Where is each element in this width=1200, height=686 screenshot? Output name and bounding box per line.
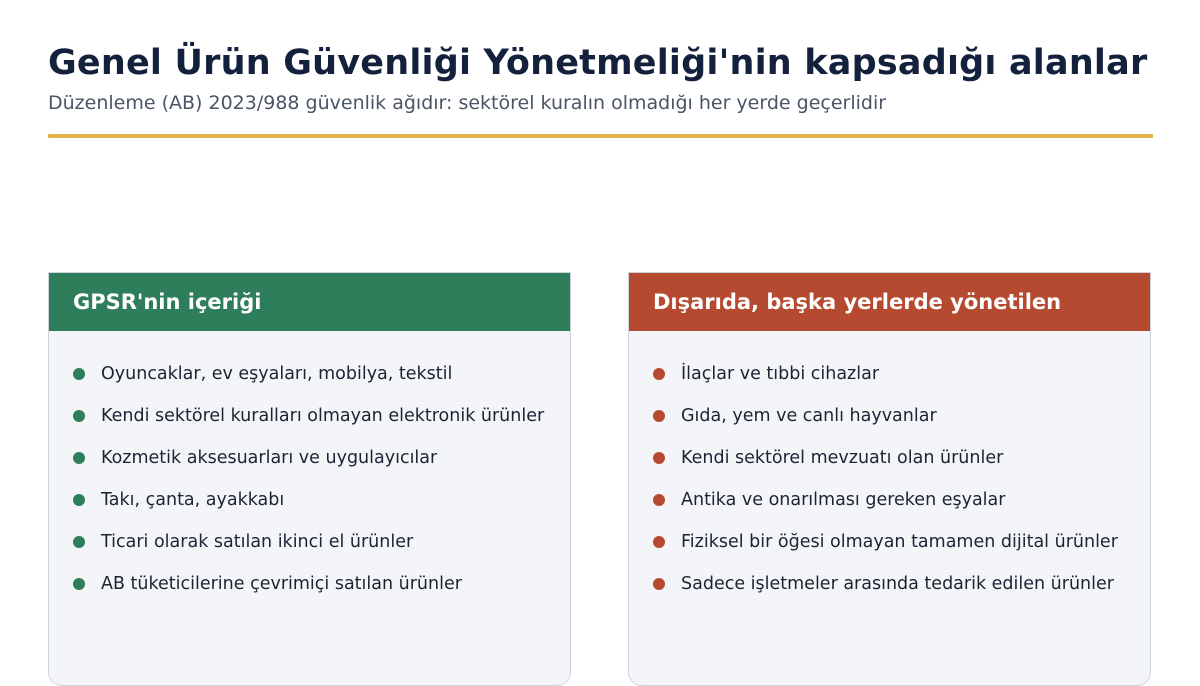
list-item: [653, 403, 1126, 429]
list-item-text: AB tüketicilerine çevrimiçi satılan ürünler: [101, 574, 462, 594]
bullet-dot-icon: [73, 368, 85, 380]
scope-columns: [48, 272, 1151, 686]
list-item: [73, 571, 546, 597]
page-subtitle: Düzenleme (AB) 2023/988 güvenlik ağıdır: sektörel kuralın olmadığı her yerde geçerlidir: [48, 92, 887, 114]
bullet-dot-icon: [653, 536, 665, 548]
bullet-dot-icon: [653, 452, 665, 464]
bullet-dot-icon: [73, 536, 85, 548]
out-of-scope-heading: Dışarıda, başka yerlerde yönetilen: [629, 273, 1150, 331]
bullet-dot-icon: [73, 494, 85, 506]
in-scope-list: [49, 331, 570, 597]
in-scope-heading: GPSR'nin içeriği: [49, 273, 570, 331]
list-item-text: Takı, çanta, ayakkabı: [101, 490, 285, 510]
list-item: [73, 403, 546, 429]
accent-divider: [48, 134, 1153, 138]
bullet-dot-icon: [653, 494, 665, 506]
out-of-scope-list: [629, 331, 1150, 597]
list-item-text: Kendi sektörel mevzuatı olan ürünler: [681, 448, 1004, 468]
list-item-text: Ticari olarak satılan ikinci el ürünler: [101, 532, 414, 552]
list-item: [653, 361, 1126, 387]
list-item-text: Kendi sektörel kuralları olmayan elektronik ürünler: [101, 406, 545, 426]
list-item-text: İlaçlar ve tıbbi cihazlar: [681, 364, 880, 384]
list-item-text: Oyuncaklar, ev eşyaları, mobilya, tekstil: [101, 364, 453, 384]
bullet-dot-icon: [73, 578, 85, 590]
bullet-dot-icon: [653, 578, 665, 590]
in-scope-card: [48, 272, 571, 686]
list-item-text: Fiziksel bir öğesi olmayan tamamen dijital ürünler: [681, 532, 1118, 552]
bullet-dot-icon: [73, 452, 85, 464]
list-item: [653, 571, 1126, 597]
bullet-dot-icon: [73, 410, 85, 422]
out-of-scope-card: [628, 272, 1151, 686]
list-item: [73, 529, 546, 555]
list-item: [653, 445, 1126, 471]
list-item-text: Kozmetik aksesuarları ve uygulayıcılar: [101, 448, 438, 468]
list-item: [73, 445, 546, 471]
list-item-text: Antika ve onarılması gereken eşyalar: [681, 490, 1006, 510]
bullet-dot-icon: [653, 410, 665, 422]
page-title: Genel Ürün Güvenliği Yönetmeliği'nin kapsadığı alanlar: [48, 43, 1148, 83]
page: [0, 40, 1200, 686]
list-item: [653, 529, 1126, 555]
list-item: [73, 487, 546, 513]
bullet-dot-icon: [653, 368, 665, 380]
list-item: [73, 361, 546, 387]
list-item: [653, 487, 1126, 513]
list-item-text: Sadece işletmeler arasında tedarik edilen ürünler: [681, 574, 1114, 594]
list-item-text: Gıda, yem ve canlı hayvanlar: [681, 406, 937, 426]
